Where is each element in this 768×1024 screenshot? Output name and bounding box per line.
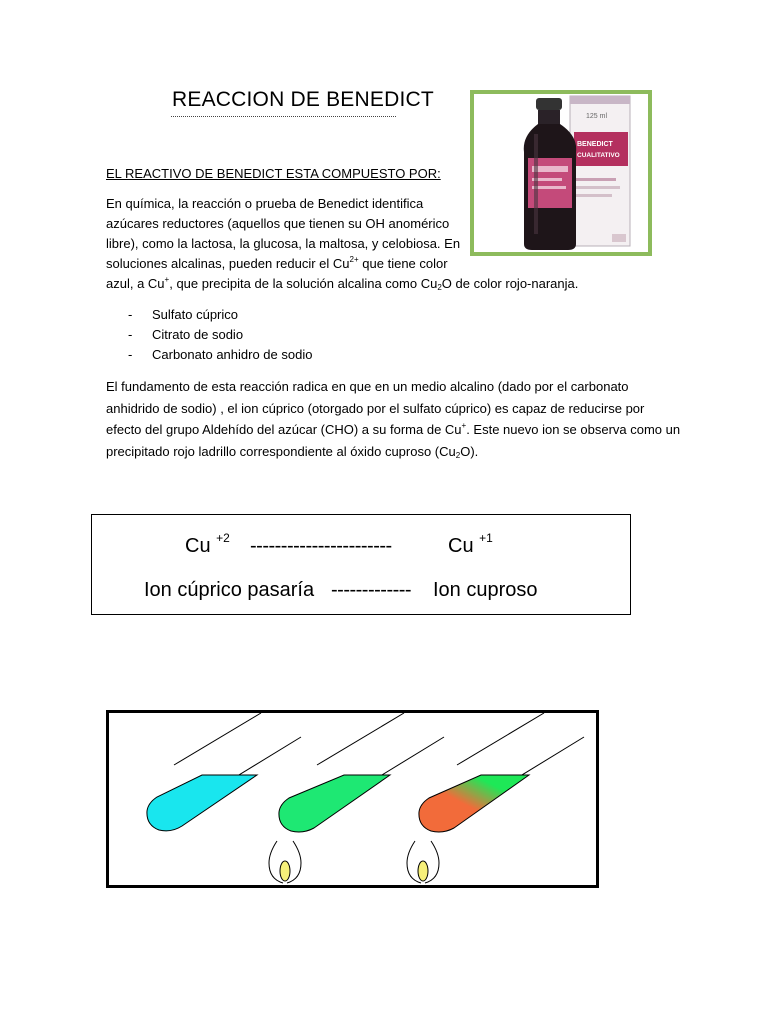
cupric-symbol: Cu $^{+2}$ [185, 531, 230, 557]
page-title: REACCION DE BENEDICT [172, 88, 434, 111]
test-tube-1 [147, 713, 301, 831]
cuprous-name: Ion cuproso [433, 579, 538, 601]
test-tubes-illustration [106, 710, 599, 888]
list-item: - Sulfato cúprico [128, 307, 238, 322]
intro-paragraph [106, 194, 578, 294]
tube-1-liquid [147, 775, 257, 831]
intro-line: azúcares reductores (aquellos que tienen su OH anomérico [106, 216, 450, 231]
reaction-arrow-bottom: ------------- [331, 579, 412, 601]
components-list [128, 305, 312, 365]
intro-line: libre), como la lactosa, la glucosa, la maltosa, y celobiosa. En [106, 236, 461, 251]
box-label [574, 132, 628, 166]
tube-2-liquid [279, 775, 390, 832]
test-tube-3 [419, 713, 584, 832]
intro-line: En química, la reacción o prueba de Benedict identifica [106, 196, 424, 211]
fundamento-line: anhidrido de sodio) , el ion cúprico (otorgado por el sulfato cúprico) es capaz de reducirse por [106, 400, 645, 416]
flame-2-icon [407, 841, 439, 883]
section-subheading: EL REACTIVO DE BENEDICT ESTA COMPUESTO POR: [106, 166, 441, 181]
intro-line: azul, a Cu+, que precipita de la solución alcalina como $Cu_2O$ de color rojo-naranja. [106, 275, 579, 292]
tube-3-liquid [419, 775, 529, 832]
list-item: - Citrato de sodio [128, 327, 244, 342]
fundamento-paragraph [106, 376, 680, 462]
flame-1-icon [269, 841, 301, 883]
title-underline [171, 116, 396, 117]
box-label-line2: CUALITATIVO [577, 152, 620, 159]
cuprous-symbol: Cu $^{+1}$ [448, 531, 493, 557]
fundamento-line: efecto del grupo Aldehído del azúcar (CHO) a su forma de Cu+. Este nuevo ion se observa como un [106, 421, 681, 437]
box-top-text: 125 ml [586, 113, 608, 120]
fundamento-line: precipitado rojo ladrillo correspondiente al óxido cuproso $(Cu_2O)$. [106, 443, 479, 460]
intro-line: soluciones alcalinas, pueden reducir el $Cu^{2+}$ que tiene color [106, 255, 448, 271]
equation-box [91, 514, 631, 615]
cupric-name: Ion cúprico pasaría [144, 579, 315, 601]
fundamento-line: El fundamento de esta reacción radica en que en un medio alcalino (dado por el carbonato [106, 379, 629, 394]
reaction-arrow-top: ----------------------- [250, 535, 392, 557]
list-item: - Carbonato anhidro de sodio [128, 347, 313, 362]
box-label-line1: BENEDICT [577, 141, 613, 148]
